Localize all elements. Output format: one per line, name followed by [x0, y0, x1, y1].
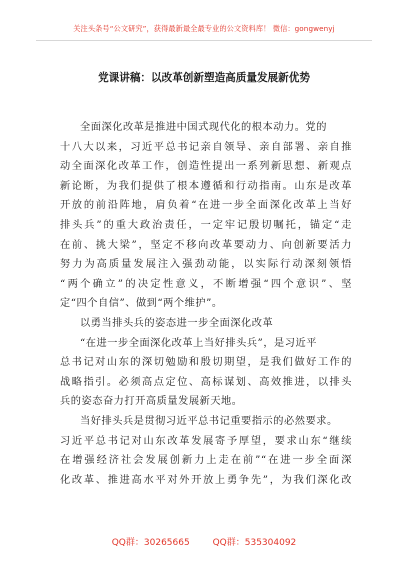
- header-divider: [36, 40, 372, 41]
- paragraph-line: 战略指引。必须高点定位、高标谋划、高效推进，以排头: [60, 376, 352, 388]
- paragraph-line: 在增强经济社会发展创新力上走在前”“在进一步全面深: [60, 455, 352, 467]
- paragraph-line: 全面深化改革是推进中国式现代化的根本动力。党的: [80, 122, 327, 133]
- paragraph-line: 化改革、推进高水平对外开放上勇争先”，为我们深化改: [60, 474, 352, 486]
- paragraph-line: 总书记对山东的深切勉励和殷切期望，是我们做好工作的: [60, 357, 352, 369]
- paragraph-line: 新论断，为我们提供了根本遵循和行动指南。山东是改革: [60, 180, 352, 192]
- paragraph-line: 定“四个自信”、做到“两个维护”。: [60, 298, 223, 310]
- paragraph-line: 兵的姿态奋力打开高质量发展新天地。: [60, 396, 243, 408]
- footer-qq-group-2: QQ群：535304092: [212, 538, 297, 548]
- footer-qq-group-1: QQ群：30265665: [111, 538, 190, 548]
- paragraph-line: “在进一步全面深化改革上当好排头兵”，是习近平: [80, 337, 318, 349]
- paragraph-line: 习近平总书记对山东改革发展寄予厚望，要求山东“继续: [60, 435, 352, 447]
- paragraph-line: 开放的前沿阵地，肩负着“在进一步全面深化改革上当好: [60, 200, 352, 212]
- document-title: 党课讲稿：以改革创新塑造高质量发展新优势: [98, 72, 310, 84]
- paragraph-line: “两个确立”的决定性意义，不断增强“四个意识”、坚: [60, 278, 352, 290]
- section-heading: 以勇当排头兵的姿态进一步全面深化改革: [80, 317, 274, 329]
- paragraph-line: 当好排头兵是贯彻习近平总书记重要指示的必然要求。: [80, 415, 338, 427]
- header-promo-note: 关注头条号“公文研究”，获得最新最全最专业的公文资料库！ 微信：gongwenyj: [73, 24, 335, 33]
- paragraph-line: 努力为高质量发展注入强劲动能，以实际行动深刻领悟: [60, 259, 352, 271]
- paragraph-line: 十八大以来，习近平总书记亲自领导、亲自部署、亲自推: [60, 141, 352, 153]
- paragraph-line: 排头兵”的重大政治责任，一定牢记殷切嘱托，锚定“走: [60, 219, 352, 231]
- footer-contact: [0, 535, 408, 548]
- paragraph-line: 在前、挑大梁”，坚定不移向改革要动力、向创新要活力: [60, 239, 352, 251]
- paragraph-line: 动全面深化改革工作，创造性提出一系列新思想、新观点: [60, 161, 352, 173]
- document-body: [60, 118, 352, 490]
